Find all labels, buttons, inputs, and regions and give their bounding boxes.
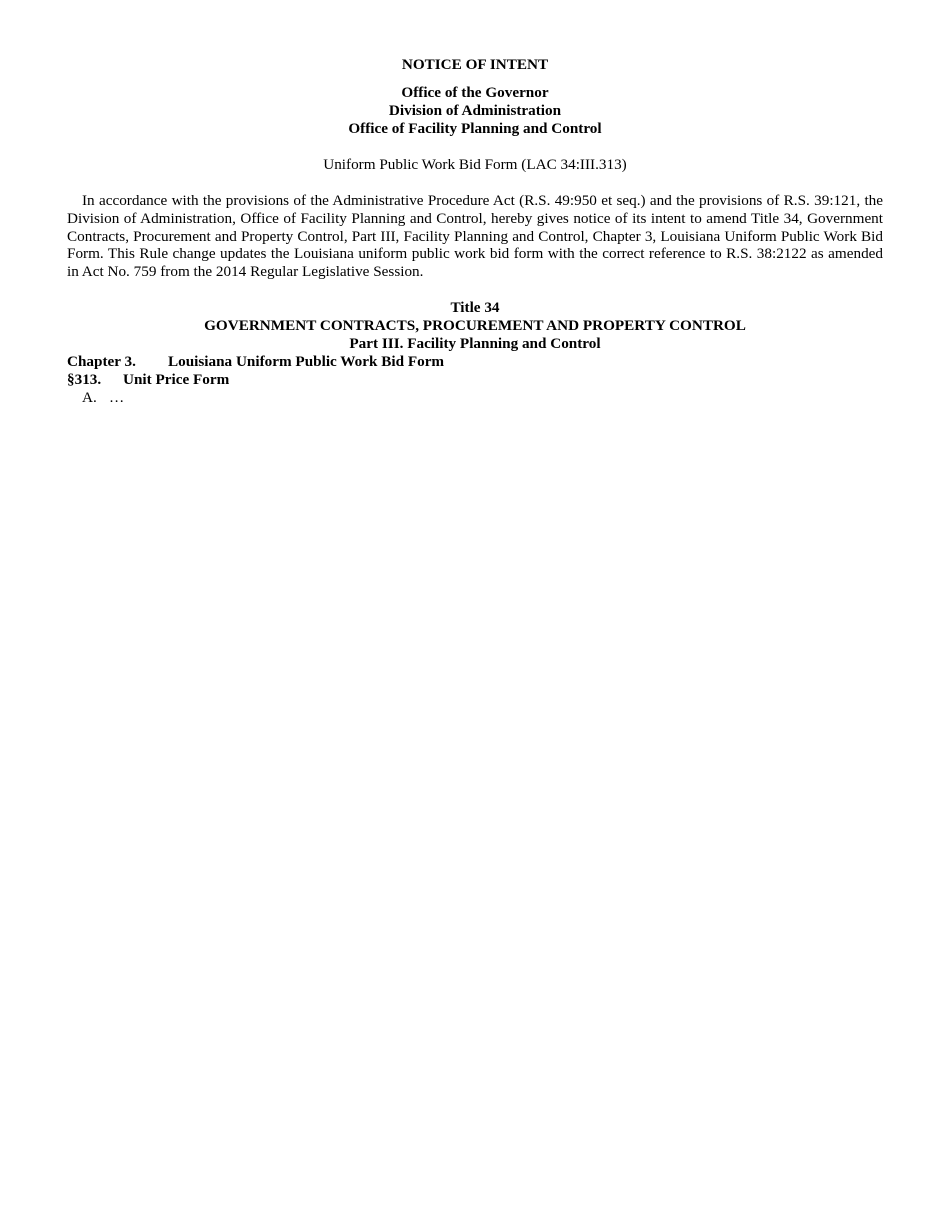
section-name: Unit Price Form: [123, 370, 230, 388]
title-heading: Title 34: [450, 298, 500, 316]
chapter-heading: [67, 353, 883, 371]
notice-body-paragraph: In accordance with the provisions of the Administrative Procedure Act (R.S. 49:950 et seq.) and the provisions of R.S. 39:121, the Division of Administration, Office of Facility Planning and Control, hereby gives notice of its intent to amend Title 34, Government Contracts, Procurement and Property Control, Part III, Facility Planning and Control, Chapter 3, Louisiana Uniform Public Work Bid Form. This Rule change updates the Louisiana uniform public work bid form with the correct reference to R.S. 38:2122 as amended in Act No. 759 from the 2014 Regular Legislative Session.: [67, 192, 883, 281]
title-name: GOVERNMENT CONTRACTS, PROCUREMENT AND PROPERTY CONTROL: [204, 316, 746, 334]
rule-subject: Uniform Public Work Bid Form (LAC 34:III.313): [323, 156, 627, 173]
section-heading: [67, 371, 883, 389]
agency-block: [67, 84, 883, 138]
subsection-letter: A.: [82, 388, 97, 406]
chapter-name: Louisiana Uniform Public Work Bid Form: [168, 352, 445, 370]
section-number: §313.: [67, 370, 102, 388]
agency-line-office: Office of Facility Planning and Control: [348, 120, 602, 137]
notice-title: NOTICE OF INTENT: [401, 56, 549, 73]
subsection-a: [67, 389, 883, 407]
chapter-number: Chapter 3.: [67, 352, 136, 370]
subsection-text: …: [109, 388, 125, 406]
part-heading: Part III. Facility Planning and Control: [349, 334, 601, 352]
agency-line-governor: Office of the Governor: [401, 84, 549, 101]
agency-line-division: Division of Administration: [388, 102, 562, 119]
title-block: [67, 299, 883, 353]
